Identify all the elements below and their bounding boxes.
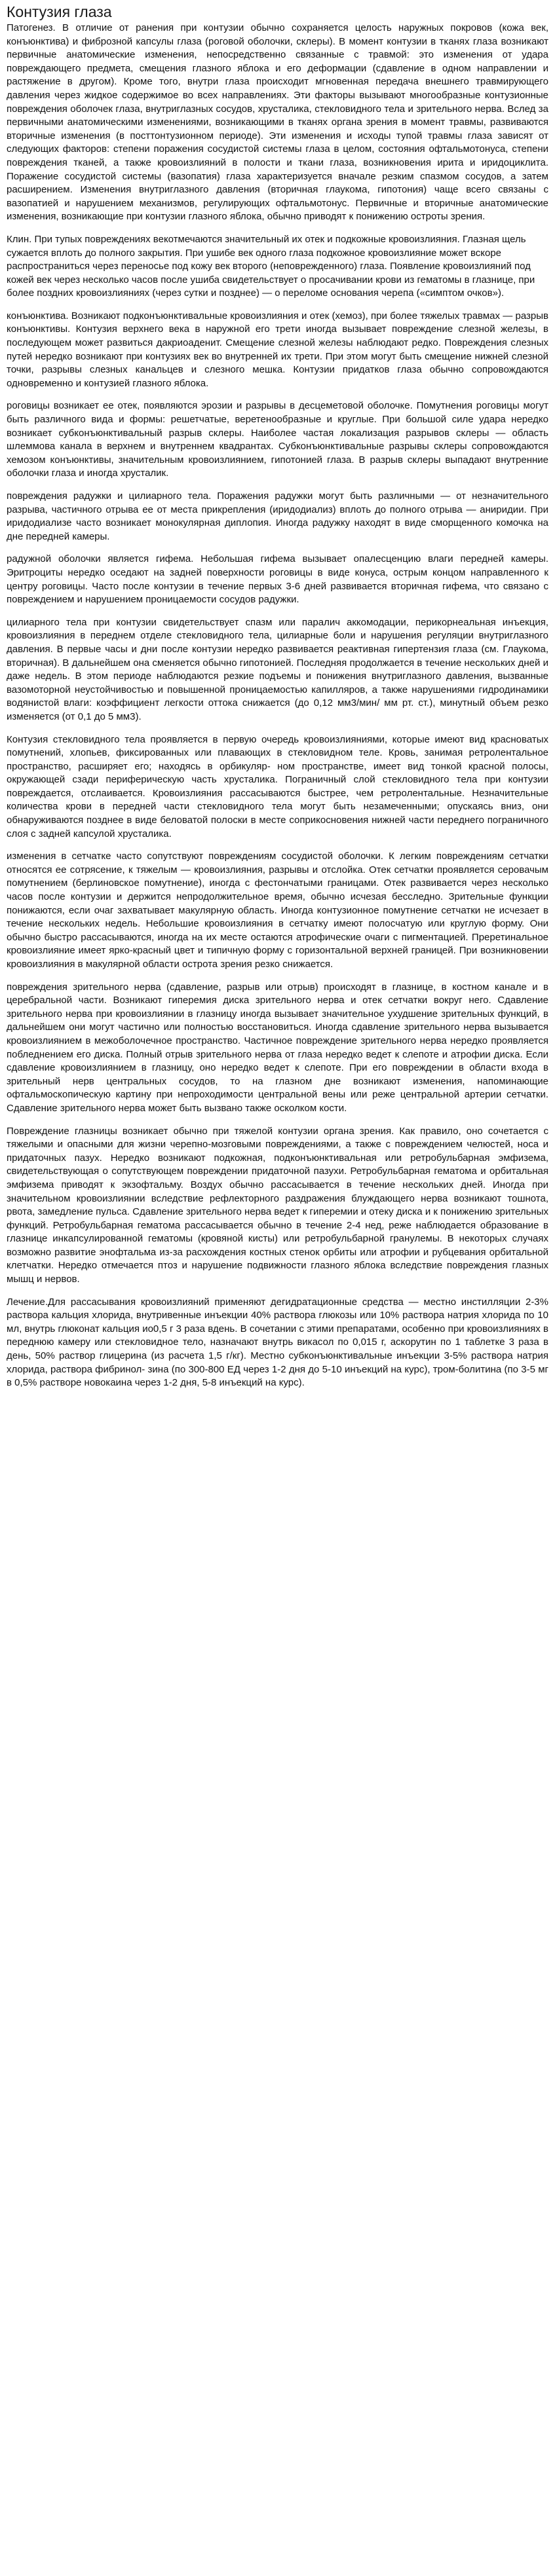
paragraph-retina: изменения в сетчатке часто сопутствуют повреждениям сосудистой оболочки. К легким повреждениям сетчатки относятся ее сотрясение, к тяжелым — кровоизлияния, разрывы и отслойка. Отек сетчатки проявляется серовачым помутнением (берлиновское помутнение), иногда с фестончатыми границами. Отек развивается через несколько часов после контузии и держится непродолжительное время, обычно исчезая бесследно. Зрительные функции понижаются, если очаг захватывает макулярную область. Иногда контузионное помутнение сетчатки не исчезает в течение нескольких недель. Небольшие кровоизлияния в сетчатку имеют полосчатую или круглую форму. Они обычно быстро рассасываются, иногда на их месте остаются атрофические очаги с пигментацией. Преретинальное кровоизлияние имеет ярко-красный цвет и типичную форму с горизонтальной верхней границей. При возникновении кровоизлияния в макулярной области острота зрения резко снижается. <box>7 851 548 970</box>
paragraph-ciliary-body: цилиарного тела при контузии свидетельствует спазм или паралич аккомодации, перикорнеальная инъекция, кровоизлияния в переднем отделе стекловидного тела, цилиарные боли и нарушения регуляции внутриглазного давления. В первые часы и дни после контузии нередко развивается реактивная гипертензия глаза (см. Глаукома, вторичная). В дальнейшем она сменяется обычно гипотонией. Последняя продолжается в течение нескольких дней и даже недель. В этом периоде наблюдаются резкие подъемы и понижения внутриглазного давления, вызванные вазомоторной неустойчивостью и повышенной проницаемостью капилляров, а также нарушениями гидродинамики водянистой влаги: коэффициент легкости оттока снижается (до 0,12 мм3/мин/ мм рт. ст.), минутный объем резко изменяется (от 0,1 до 5 мм3). <box>7 616 548 722</box>
paragraph-conjunctiva: конъюнктива. Возникают подконъюнктивальные кровоизлияния и отек (хемоз), при более тяжелых травмах — разрыв конъюнктивы. Контузия верхнего века в наружной его трети иногда вызывает повреждение слезной железы, в последующем может развиться дакриоаденит. Смещение слезной железы наблюдают редко. Повреждения слезных путей нередко возникают при контузиях век во внутренней их трети. При этом могут быть смещение нижней слезной точки, разрывы слезных канальцев и слезного мешка. Контузии придатков глаза обычно сопровождаются одновременно и контузией глазного яблока. <box>7 310 548 389</box>
paragraph-pathogenesis: Патогенез. В отличие от ранения при контузии обычно сохраняется целость наружных покровов (кожа век, конъюнктива) и фиброзной капсулы глаза (роговой оболочки, склеры). В момент контузии в тканях глаза возникают первичные анатомические изменения, непосредственно связанные с травмой: это изменения от удара повреждающего предмета, смещения глазного яблока и его деформации (сдавление в одном направлении и растяжение в другом). Кроме того, внутри глаза происходит мгновенная передача внешнего травмирующего давления через жидкое содержимое во всех направлениях. Эти факторы вызывают многообразные контузионные повреждения оболочек глаза, внутриглазных сосудов, хрусталика, стекловидного тела и зрительного нерва. Вслед за первичными анатомическими изменениями, возникающими в тканях органа зрения в момент травмы, развиваются вторичные изменения (в посттонтузионном периоде). Эти изменения и исходы тупой травмы глаза зависят от следующих факторов: степени поражения сосудистой системы глаза в целом, состояния офтальмотонуса, степени повреждения тканей, а также кровоизлияний в полости и ткани глаза, возникновения ирита и иридоциклита. Поражение сосудистой системы (вазопатия) глаза характеризуется вначале резким спазмом сосудов, а затем расширением. Изменения внутриглазного давления (вторичная глаукома, гипотония) чаще всего связаны с вазопатией и нарушением механизмов, регулирующих офтальмотонус. Первичные и вторичные анатомические изменения, возникающие при контузии глазного яблока, обычно приводят к понижению остроты зрения. <box>7 22 548 223</box>
paragraph-iris-ciliary: повреждения радужки и цилиарного тела. Поражения радужки могут быть различными — от незначительного разрыва, частичного отрыва ее от места прикрепления (иридодиализ) вплоть до полного отрыва — аниридии. При иридодиализе часто возникает монокулярная диплопия. Иногда радужку находят в виде сморщенного комочка на дне передней камеры. <box>7 490 548 542</box>
paragraph-treatment: Лечение.Для рассасывания кровоизлияний применяют дегидратационные средства — местно инстилляции 2-3% раствора кальция хлорида, внутривенные инъекции 40% раствора глюкозы или 10% раствора натрия хлорида по 10 мл, внутрь глюконат кальция ио0,5 г 3 раза вдень. В сочетании с этими препаратами, особенно при кровоизлияниях в переднюю камеру или стекловидное тело, назначают внутрь викасол по 0,015 г, аскорутин по 1 таблетке 3 раза в день, 50% раствор глицерина (из расчета 1,5 г/кг). Местно субконъюнктивальные инъекции 3-5% раствора натрия хлорида, раствора фибринол- зина (по 300-800 ЕД через 1-2 дня до 5-10 инъекций на курс), тром-болитина (по 3-5 мг в 0,5% растворе новокаина через 1-2 дня, 5-8 инъекций на курс). <box>7 1296 548 1389</box>
article-title: Контузия глаза <box>7 3 112 20</box>
paragraph-orbit: Повреждение глазницы возникает обычно при тяжелой контузии органа зрения. Как правило, оно сочетается с тяжелыми и опасными для жизни черепно-мозговыми повреждениями, а также с повреждением челюстей, носа и придаточных пазух. Нередко возникают подкожная, подконъюнктивальная или ретробульбарная эмфизема, свидетельствующая о сопутствующем повреждении придаточной пазухи. Ретробульбарная гематома и орбитальная эмфизема приводят к экзофтальму. Воздух обычно рассасывается в течение нескольких дней. Иногда при значительном кровоизлиянии вследствие рефлекторного раздражения блуждающего нерва возникают тошнота, рвота, замедление пульса. Сдавление зрительного нерва ведет к гиперемии и отеку диска и к понижению зрительных функций. Ретробульбарная гематома рассасывается обычно в течение 2-4 нед, реже наблюдается образование в глазнице инкапсулированной гематомы (кровяной кисты) или ретробульбарной гранулемы. В некоторых случаях возможно развитие энофтальма из-за расхождения костных стенок орбиты или атрофии и рубцевания орбитальной клетчатки. Нередко отмечается птоз и нарушение подвижности глазного яблока вследствие повреждения глазных мышц и нервов. <box>7 1125 548 1285</box>
paragraph-clinic-eyelids: Клин. При тупых повреждениях векотмечаются значительный их отек и подкожные кровоизлияния. Глазная щель сужается вплоть до полного закрытия. При ушибе век одного глаза подкожное кровоизлияние может вскоре распространиться через переносье под кожу век второго (неповрежденного) глаза. Появление кровоизлияний под кожей век через несколько часов после ушиба свидетельствует о просачивании крови из гематомы в глазнице, при более поздних кровоизлияниях (через сутки и позднее) — о переломе основания черепа («симптом очков»). <box>7 233 535 299</box>
paragraph-cornea-sclera: роговицы возникает ее отек, появляются эрозии и разрывы в десцеметовой оболочке. Помутнения роговицы могут быть различного вида и формы: решетчатые, веретенообразные и круглые. При большой силе удара нередко возникает субконъюнктивальный разрыв склеры. Наиболее частая локализация разрывов склеры — область шлеммова канала в верхнем и внутреннем квадрантах. Субконъюнктивальные разрывы склеры сопровождаются хемозом конъюнктивы, значительным кровоизлиянием, гипотонией глаза. В разрыв склеры выпадают внутренние оболочки глаза и иногда хрусталик. <box>7 400 548 479</box>
paragraph-hyphema: радужной оболочки является гифема. Небольшая гифема вызывает опалесценцию влаги передней камеры. Эритроциты нередко оседают на задней поверхности роговицы в виде конуса, острым концом направленного к центру роговицы. Часто после контузии в течение первых 3-6 дней развивается вторичная гифема, что связано с повреждением и нарушением проницаемости сосудов радужки. <box>7 553 548 606</box>
paragraph-optic-nerve: повреждения зрительного нерва (сдавление, разрыв или отрыв) происходят в глазнице, в костном канале и в церебральной части. Возникают гиперемия диска зрительного нерва и отек сетчатки вокруг него. Сдавление зрительного нерва при кровоизлиянии в глазницу иногда вызывает значительное ухудшение зрительных функций, в дальнейшем они могут частично или полностью восстановиться. Иногда сдавление зрительного нерва вызывается кровоизлиянием в межоболочечное пространство. Частичное повреждение зрительного нерва нередко проявляется побледнением его диска. Полный отрыв зрительного нерва от глаза нередко ведет к слепоте и атрофии диска. Если сдавление кровоизлиянием в глазницу, оно нередко ведет к слепоте. При его повреждении в области входа в зрительный нерв центральных сосудов, то на глазном дне возникают изменения, напоминающие офтальмоскопическую картину при непроходимости центральной вены или реже центральной артерии сетчатки. Сдавление зрительного нерва может быть вызвано также осколком кости. <box>7 981 548 1114</box>
paragraph-vitreous: Контузия стекловидного тела проявляется в первую очередь кровоизлияниями, которые имеют вид красноватых помутнений, хлопьев, фиксированных или плавающих в стекловидном теле. Кровь, занимая ретролентальное пространство, расширяет его; находясь в орбикуляр- ном пространстве, имеет вид тонкой красной полосы, окружающей сзади периферическую часть хрусталика. Пограничный слой стекловидного тела при контузии повреждается, отслаивается. Кровоизлияния рассасываются быстрее, чем ретролентальные. Незначительные количества крови в передней части стекловидного тела могут быть незамеченными; опускаясь вниз, они обнаруживаются позднее в виде беловатой полоски в месте соприкосновения нижней части переднего пограничного слоя с задней капсулой хрусталика. <box>7 733 548 839</box>
